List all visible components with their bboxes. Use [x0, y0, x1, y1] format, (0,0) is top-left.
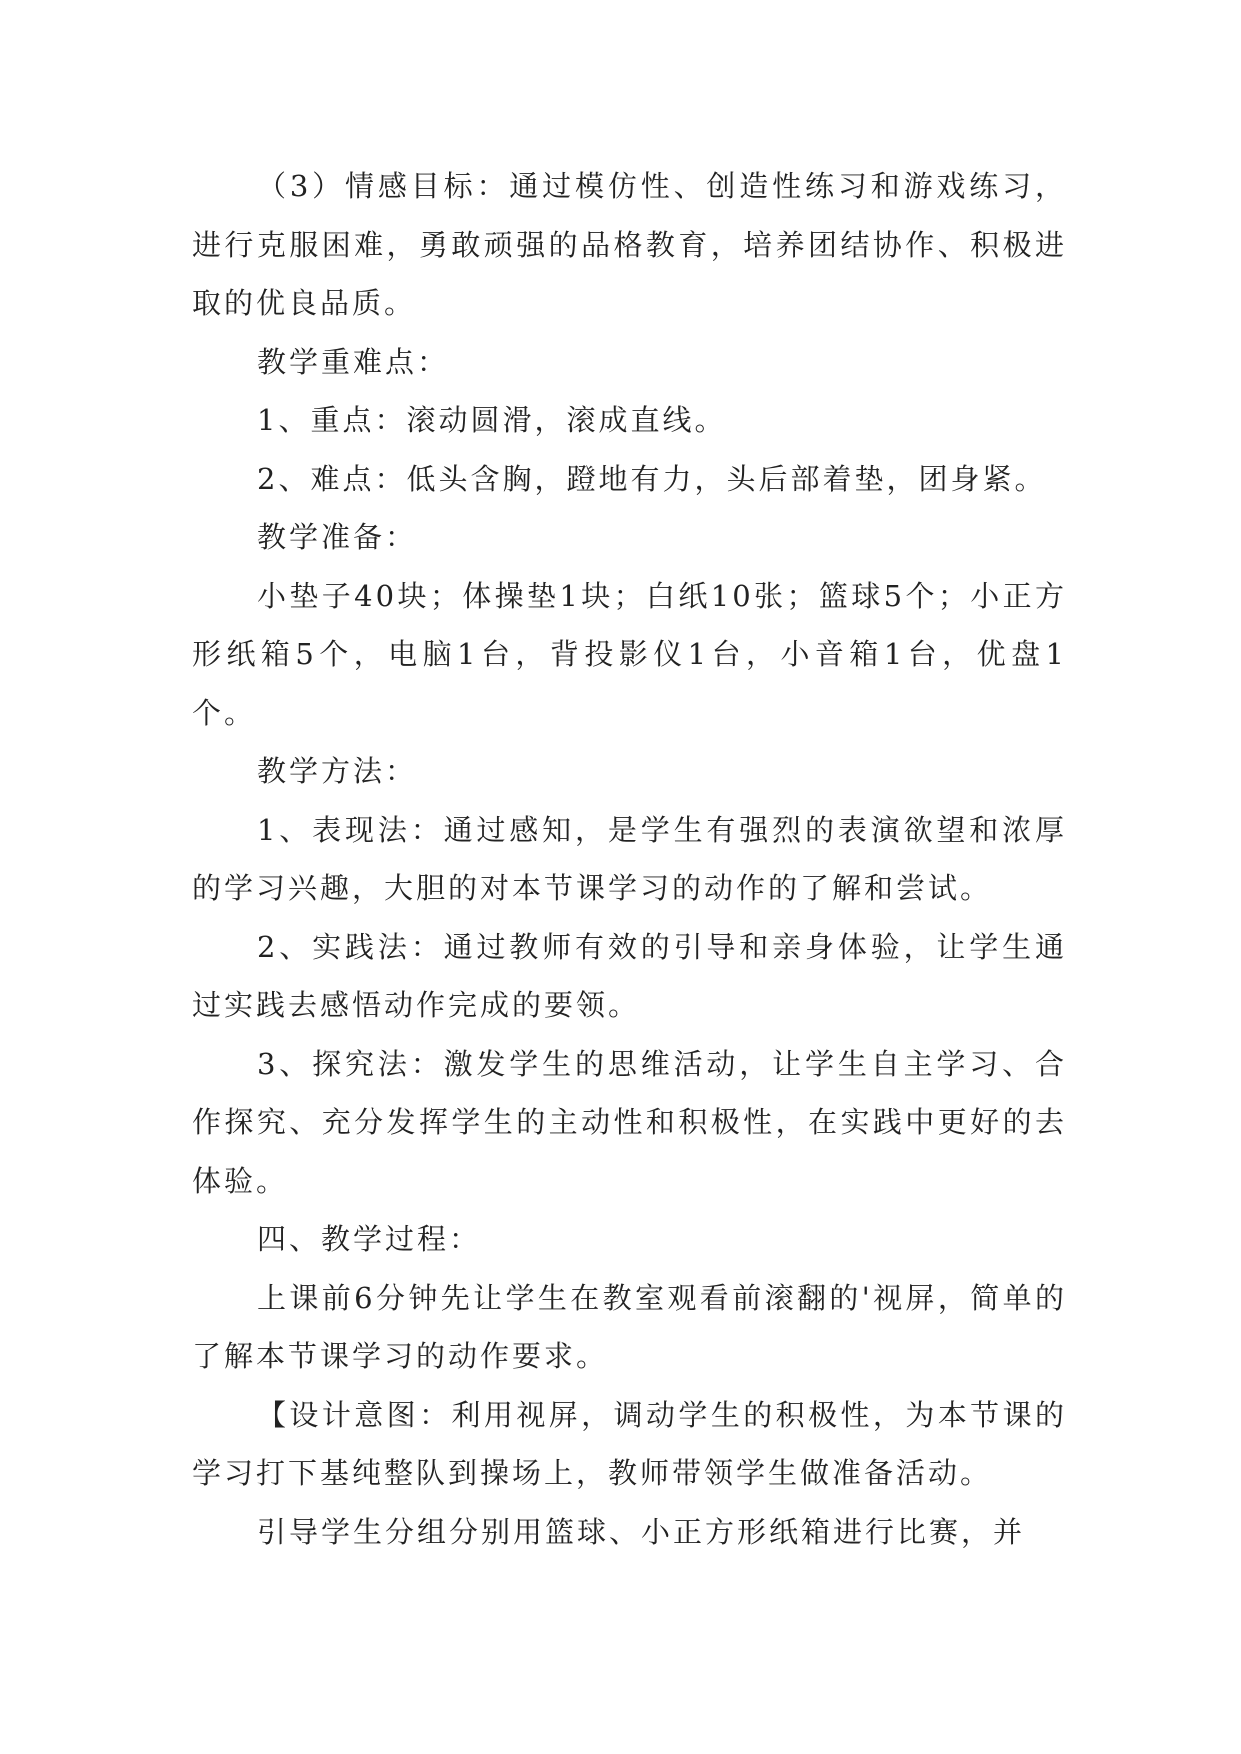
- paragraph-materials: 小垫子40块；体操垫1块；白纸10张；篮球5个；小正方形纸箱5个，电脑1台，背投影仪1台，小音箱1台，优盘1个。: [192, 578, 1067, 730]
- paragraph-difficult-point: 2、难点：低头含胸，蹬地有力，头后部着垫，团身紧。: [257, 461, 1047, 496]
- paragraph-pre-class-video: 上课前6分钟先让学生在教室观看前滚翻的'视屏，简单的了解本节课学习的动作要求。: [192, 1280, 1067, 1373]
- document-body: [192, 157, 1067, 1561]
- paragraph-method-inquiry: 3、探究法：激发学生的思维活动，让学生自主学习、合作探究、充分发挥学生的主动性和积极性，在实践中更好的去体验。: [192, 1046, 1067, 1198]
- heading-teaching-preparation: 教学准备：: [257, 520, 418, 554]
- heading-teaching-process: 四、教学过程：: [257, 1222, 482, 1256]
- paragraph-method-performance: 1、表现法：通过感知，是学生有强烈的表演欲望和浓厚的学习兴趣，大胆的对本节课学习的动作的了解和尝试。: [192, 812, 1067, 905]
- paragraph-key-point: 1、重点：滚动圆滑，滚成直线。: [257, 403, 727, 437]
- heading-teaching-methods: 教学方法：: [257, 754, 418, 788]
- paragraph-emotional-goal: （3）情感目标：通过模仿性、创造性练习和游戏练习，进行克服困难，勇敢顽强的品格教育，培养团结协作、积极进取的优良品质。: [192, 169, 1067, 320]
- paragraph-method-practice: 2、实践法：通过教师有效的引导和亲身体验，让学生通过实践去感悟动作完成的要领。: [192, 929, 1067, 1022]
- paragraph-design-intent: 【设计意图：利用视屏，调动学生的积极性，为本节课的学习打下基纯整队到操场上，教师带领学生做准备活动。: [192, 1397, 1067, 1490]
- heading-key-difficult-points: 教学重难点：: [257, 344, 450, 379]
- paragraph-group-competition: 引导学生分组分别用篮球、小正方形纸箱进行比赛，并: [257, 1514, 1026, 1549]
